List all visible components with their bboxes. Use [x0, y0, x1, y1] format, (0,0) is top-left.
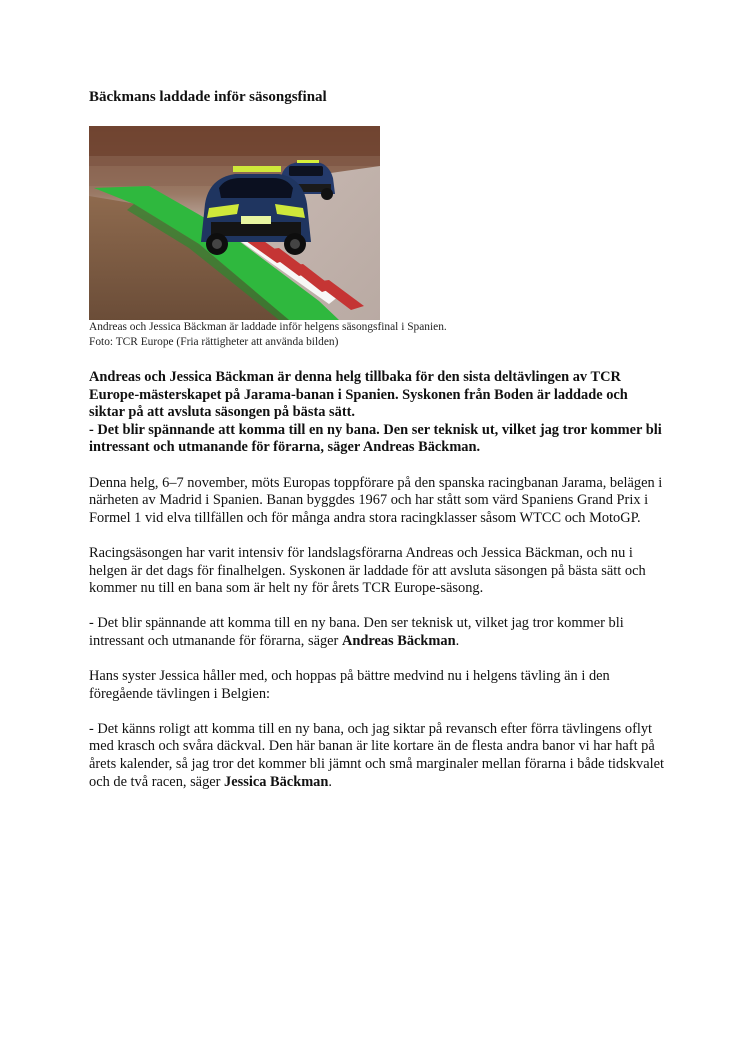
race-car-photo-illustration [89, 126, 380, 320]
race-car-photo [89, 126, 380, 320]
quote-paragraph-jessica [89, 721, 664, 791]
headline: Bäckmans laddade inför säsongsfinal [89, 89, 327, 105]
speaker-name: Andreas Bäckman [341, 632, 456, 649]
quote-text: - Det blir spännande att komma till en ny bana. Den ser teknisk ut, vilket jag tror kommer bli intressant och utmanande för förarna, säger [89, 615, 624, 649]
quote-paragraph-andreas [89, 615, 664, 650]
photo-credit: Foto: TCR Europe (Fria rättigheter att använda bilden) [89, 336, 339, 348]
lede-intro: Andreas och Jessica Bäckman är denna helg tillbaka för den sista deltävlingen av TCR Europe-mästerskapet på Jarama-banan i Spanien. Syskonen från Boden är laddade och siktar på att avsluta säsongen på bästa sätt. [89, 369, 628, 421]
paragraph: Denna helg, 6–7 november, möts Europas toppförare på den spanska racingbanan Jarama, belägen i närheten av Madrid i Spanien. Banan byggdes 1967 och har stått som värd Spaniens Grand Prix i Formel 1 vid elva tillfällen och för många andra stora racingklasser såsom WTCC och MotoGP. [89, 474, 663, 526]
quote-end: . [328, 773, 332, 790]
speaker-name: Jessica Bäckman [224, 773, 329, 790]
paragraph: Hans syster Jessica håller med, och hoppas på bättre medvind nu i helgens tävling än i den föregående tävlingen i Belgien: [89, 668, 610, 702]
paragraph: Racingsäsongen har varit intensiv för landslagsförarna Andreas och Jessica Bäckman, och nu i helgen är det dags för finalhelgen. Syskonen är laddade för att avsluta säsongen på bästa sätt och kommer nu till en bana som är helt ny för årets TCR Europe-säsong. [89, 544, 646, 597]
article-body [89, 369, 664, 809]
lede-quote: - Det blir spännande att komma till en ny bana. Den ser teknisk ut, vilket jag tror kommer bli intressant och utmanande för förarna, säger Andreas Bäckman. [89, 421, 662, 456]
photo-caption [89, 320, 669, 350]
quote-end: . [455, 632, 460, 649]
quote-text: - Det känns roligt att komma till en ny bana, och jag siktar på revansch efter förra tävlingens oflyt med krasch och svåra däckval. Den här banan är lite kortare än de flesta andra banor vi har haft på årets kalender, så jag tror det kommer bli jämnt och små marginaler mellan förarna i både tidskvalet och de två racen, säger [89, 720, 664, 790]
lede-paragraph [89, 369, 664, 457]
caption-line: Andreas och Jessica Bäckman är laddade inför helgens säsongsfinal i Spanien. [89, 321, 447, 333]
